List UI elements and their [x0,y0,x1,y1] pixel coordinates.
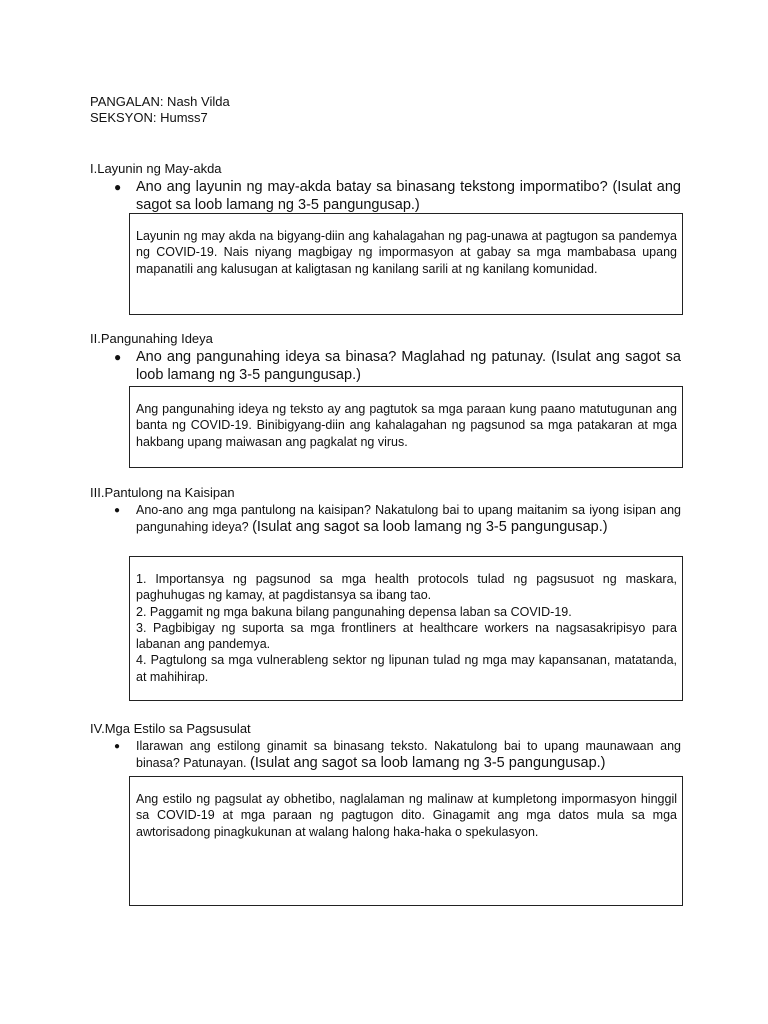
section-4-question [136,738,681,772]
section-4-answer-box [129,776,683,906]
header-section: SEKSYON: Humss7 [90,110,208,125]
section-3-answer-item: 4. Pagtulong sa mga vulnerableng sektor ng lipunan tulad ng mga may kapansanan, matatanda, at mahihirap. [136,653,677,684]
bullet-icon: ● [114,741,121,752]
section-2-answer: Ang pangunahing ideya ng teksto ay ang pagtutok sa mga paraan kung paano matutugunan ang banta ng COVID-19. Binibigyang-diin ang kahalagahan ng pagsunod sa mga patakaran at mga hakbang upang maiwasan ang pagkalat ng virus. [136,402,677,449]
section-4-question-main: Ilarawan ang estilong ginamit sa binasang teksto. Nakatulong bai to upang maunawaan ang binasa? Patunayan. [136,739,681,770]
section-3-question-main: Ano-ano ang mga pantulong na kaisipan? Nakatulong bai to upang maitanim sa iyong isipan ang pangunahing ideya? [136,503,681,534]
section-3-question-tail: (Isulat ang sagot sa loob lamang ng 3-5 pangungusap.) [252,519,608,535]
section-1-answer: Layunin ng may akda na bigyang-diin ang kahalagahan ng pag-unawa at pagtugon sa pandemya ng COVID-19. Nais niyang magbigay ng impormasyon at gabay sa mga mambabasa upang mapanatili ang kalusugan at kaligtasan ng kanilang sarili at ng kanilang komunidad. [136,229,677,276]
section-3-question [136,502,681,536]
section-1-heading: I.Layunin ng May-akda [90,161,222,176]
section-4-heading: IV.Mga Estilo sa Pagsusulat [90,721,251,736]
section-4-question-tail: (Isulat ang sagot sa loob lamang ng 3-5 pangungusap.) [250,755,606,771]
section-1-question: Ano ang layunin ng may-akda batay sa binasang tekstong impormatibo? (Isulat ang sagot sa loob lamang ng 3-5 pangungusap.) [136,179,681,213]
section-2-question: Ano ang pangunahing ideya sa binasa? Maglahad ng patunay. (Isulat ang sagot sa loob lamang ng 3-5 pangungusap.) [136,349,681,383]
section-3-answer-box [129,556,683,701]
bullet-icon: ● [114,505,121,516]
section-2-answer-box [129,386,683,468]
section-3-answer-item: 2. Paggamit ng mga bakuna bilang pangunahing depensa laban sa COVID-19. [136,604,572,619]
section-3-answer-item: 1. Importansya ng pagsunod sa mga health protocols tulad ng pagsusuot ng maskara, paghuhugas ng kamay, at pagdistansya sa ibang tao. [136,572,677,603]
section-2-heading: II.Pangunahing Ideya [90,331,213,346]
section-3-answer-item: 3. Pagbibigay ng suporta sa mga frontliners at healthcare workers na nagsasakripisyo para labanan ang pandemya. [136,620,677,652]
header-name: PANGALAN: Nash Vilda [90,94,230,109]
bullet-icon: ● [114,350,122,364]
bullet-icon: ● [114,180,122,194]
section-3-heading: III.Pantulong na Kaisipan [90,485,235,500]
section-1-answer-box [129,213,683,315]
section-4-answer: Ang estilo ng pagsulat ay obhetibo, naglalaman ng malinaw at kumpletong impormasyon hinggil sa COVID-19 at mga paraan ng pagtugon dito. Ginagamit ang mga datos mula sa mga awtorisadong pinagkukunan at walang halong haka-haka o spekulasyon. [136,792,677,839]
